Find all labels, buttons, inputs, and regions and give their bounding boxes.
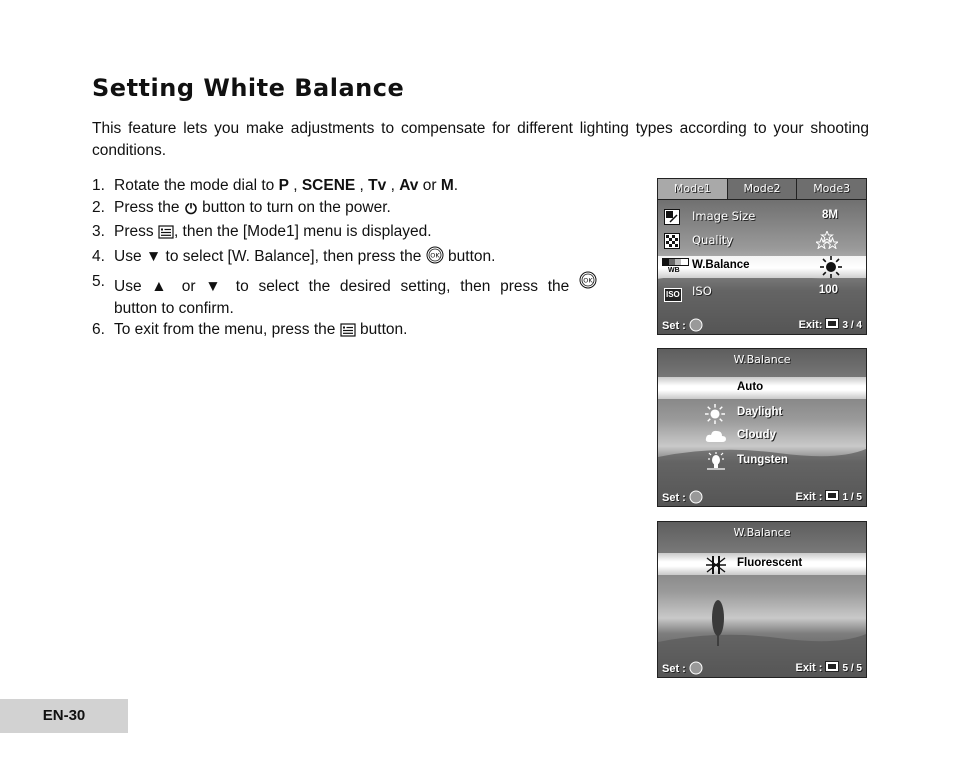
sep: , (288, 177, 302, 194)
wb-option-daylight[interactable] (658, 402, 866, 424)
ok-button-icon (426, 246, 444, 271)
page-title: Setting White Balance (92, 74, 405, 102)
page-indicator: 1 / 5 (842, 492, 862, 503)
wb-option-label: Fluorescent (737, 557, 803, 569)
svg-text:OK: OK (583, 276, 593, 285)
step-text: button. (355, 321, 408, 339)
step-number: 4. (92, 248, 105, 266)
menu-row-quality[interactable] (658, 230, 866, 252)
screen-footer (658, 314, 866, 334)
menu-label: Image Size (692, 209, 756, 223)
step-2 (92, 197, 597, 222)
menu-icon (158, 224, 174, 246)
step-5-line1 (114, 271, 597, 298)
tab-mode1[interactable]: Mode1 (658, 179, 728, 199)
ok-button-icon (689, 318, 703, 332)
ok-button-icon (579, 271, 597, 296)
ok-button-icon (689, 661, 703, 675)
up-arrow-icon: ▲ (151, 277, 173, 295)
fluorescent-icon (705, 555, 727, 580)
svg-text:OK: OK (430, 251, 440, 260)
step-6 (92, 319, 597, 344)
set-label: Set : (662, 663, 686, 675)
wb-option-label: Daylight (737, 406, 783, 418)
menu-icon (825, 490, 839, 501)
step-text: to select [W. Balance], then press the (161, 248, 426, 266)
menu-value: 100 (818, 284, 838, 296)
step-text: Press (114, 223, 158, 241)
set-hint (662, 490, 703, 504)
page-number: EN-30 (42, 707, 86, 724)
quality-stars-icon (816, 231, 838, 252)
screen-footer (658, 486, 866, 506)
steps-list (92, 175, 597, 344)
iso-badge: ISO (664, 288, 682, 302)
mode-tv: Tv (368, 177, 387, 194)
tab-mode2[interactable]: Mode2 (728, 179, 798, 199)
menu-icon (825, 318, 839, 329)
exit-hint (796, 490, 863, 503)
screen-title: W.Balance (733, 353, 791, 366)
power-icon (184, 200, 198, 222)
step-1 (92, 175, 597, 197)
sun-icon (820, 256, 842, 281)
sep: or (418, 177, 441, 194)
wb-option-label: Tungsten (737, 454, 788, 466)
menu-value: 8M (822, 209, 838, 221)
step-text: To exit from the menu, press the (114, 321, 340, 339)
menu-icon (340, 322, 356, 344)
wb-badge: WB (668, 267, 680, 274)
tab-mode3[interactable]: Mode3 (797, 179, 866, 199)
camera-screen-wb-list (657, 348, 867, 507)
wb-option-fluorescent[interactable] (658, 553, 866, 575)
step-number: 5. (92, 272, 105, 290)
menu-row-white-balance[interactable] (658, 256, 866, 278)
page-indicator: 3 / 4 (842, 320, 862, 331)
mode-scene: SCENE (301, 177, 356, 194)
camera-screen-mode1 (657, 178, 867, 335)
menu-row-iso[interactable] (658, 281, 866, 303)
exit-hint (796, 661, 863, 674)
menu-label: W.Balance (692, 259, 750, 271)
menu-label: ISO (692, 284, 712, 298)
step-3 (92, 221, 597, 246)
quality-icon (664, 233, 680, 254)
exit-hint (799, 318, 862, 331)
down-arrow-icon: ▼ (205, 277, 227, 295)
landscape-background (658, 522, 866, 677)
menu-row-image-size[interactable] (658, 206, 866, 228)
ok-button-icon (689, 490, 703, 504)
bulb-icon (705, 452, 727, 477)
wb-option-cloudy[interactable] (658, 425, 866, 447)
intro-paragraph: This feature lets you make adjustments to compensate for different lighting types according to your shooting conditions. (92, 120, 869, 159)
set-hint (662, 318, 703, 332)
screen-footer (658, 657, 866, 677)
step-text: or (172, 277, 206, 295)
step-text: to select the desired setting, then press the (226, 277, 579, 295)
step-number: 2. (92, 198, 105, 216)
step-text: Use (114, 277, 152, 295)
wb-option-label: Cloudy (737, 429, 776, 441)
set-hint (662, 661, 703, 675)
step-text: button to turn on the power. (197, 198, 391, 216)
menu-icon (825, 661, 839, 672)
image-size-icon (664, 209, 680, 230)
step-text: button to confirm. (114, 299, 234, 317)
set-label: Set : (662, 492, 686, 504)
sep: . (453, 177, 459, 194)
down-arrow-icon: ▼ (145, 248, 162, 266)
exit-label: Exit : (795, 662, 823, 674)
step-text: button. (443, 248, 496, 266)
page-number-box (0, 699, 128, 733)
mode-av: Av (399, 177, 419, 194)
cloud-icon (705, 427, 727, 450)
wb-option-auto[interactable] (658, 377, 866, 399)
sep: , (386, 177, 400, 194)
step-number: 6. (92, 321, 105, 339)
set-label: Set : (662, 320, 686, 332)
step-4 (92, 246, 597, 271)
exit-label: Exit: (798, 319, 823, 331)
mode-p: P (278, 177, 289, 194)
menu-label: Quality (692, 233, 734, 247)
step-text: Use (114, 248, 146, 266)
mode-m: M (440, 177, 454, 194)
step-text: Rotate the mode dial to (114, 177, 279, 194)
mode-tabs (658, 179, 866, 200)
wb-option-label: Auto (737, 381, 764, 393)
iso-icon (664, 284, 682, 302)
step-number: 1. (92, 177, 105, 194)
page-indicator: 5 / 5 (842, 663, 862, 674)
step-number: 3. (92, 223, 105, 241)
screen-title: W.Balance (733, 526, 791, 539)
step-text: Press the (114, 198, 184, 216)
step-5 (92, 271, 597, 319)
wb-option-tungsten[interactable] (658, 450, 866, 472)
sep: , (355, 177, 369, 194)
camera-screen-wb-fluorescent (657, 521, 867, 678)
step-text: , then the [Mode1] menu is displayed. (173, 223, 432, 241)
exit-label: Exit : (795, 491, 823, 503)
